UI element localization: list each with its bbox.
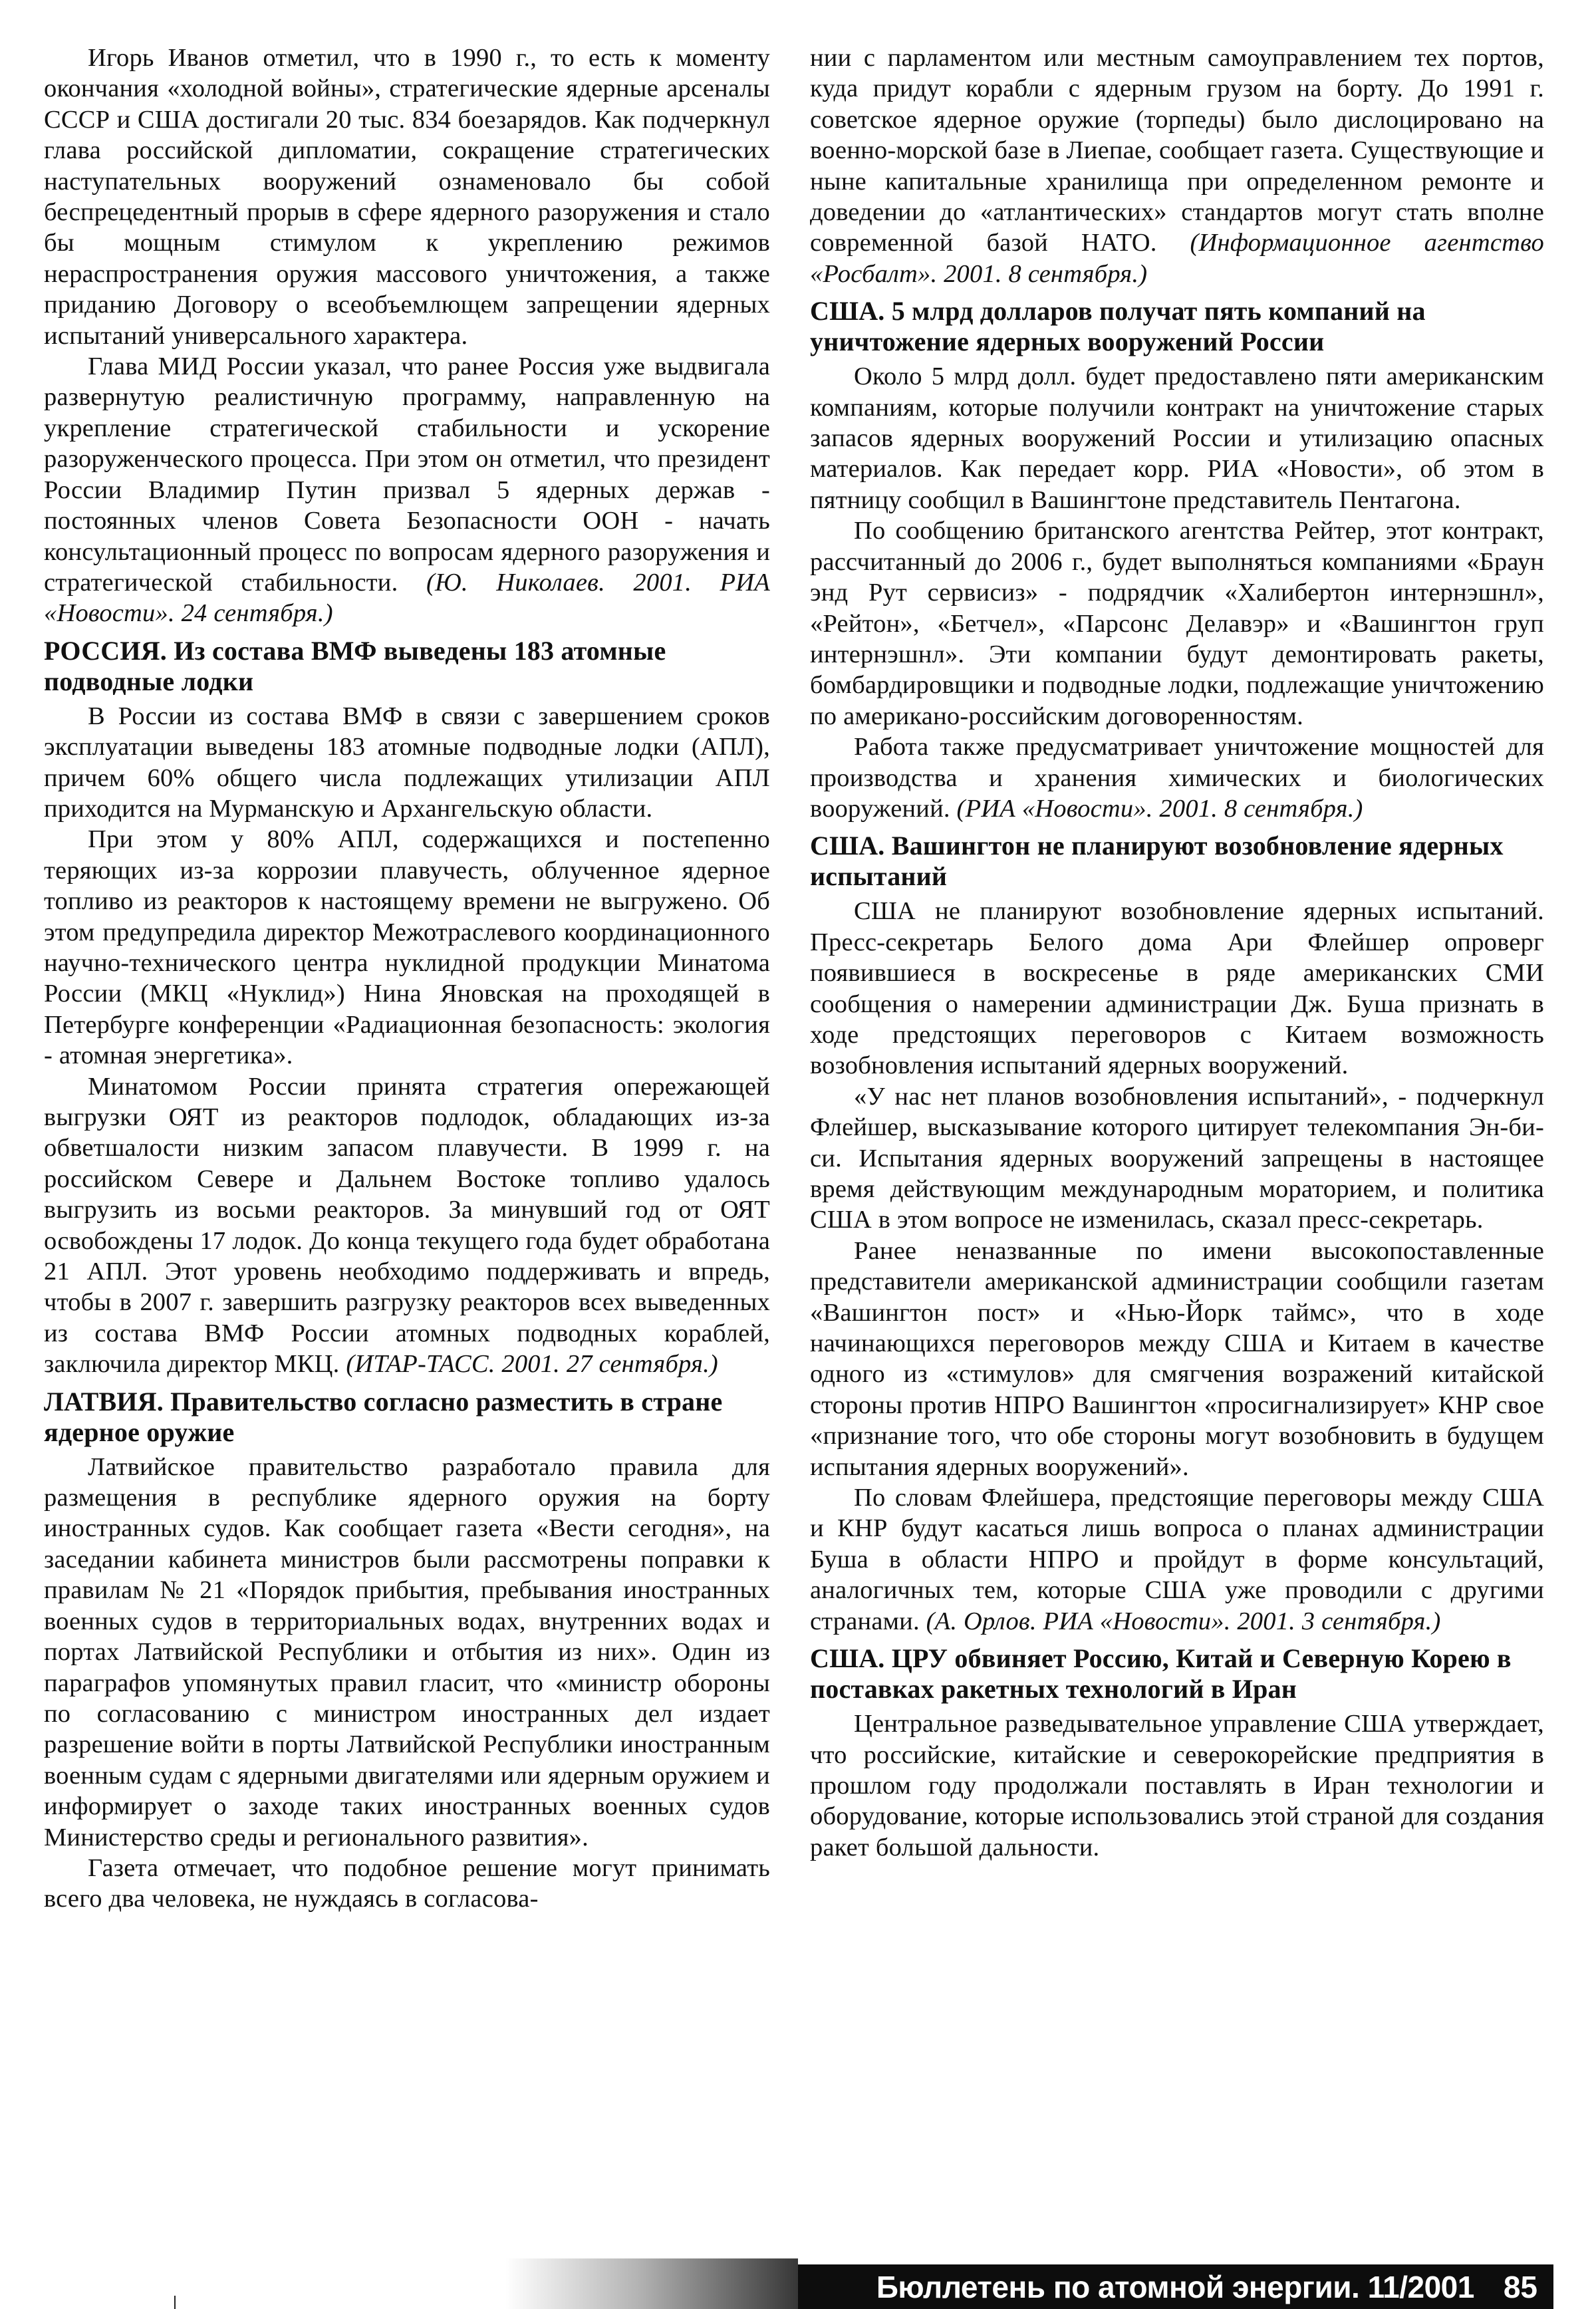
article-headline xyxy=(810,1643,1544,1704)
intro-paragraph xyxy=(44,351,770,629)
article-paragraph: «У нас нет планов возобновления испытаний», - подчеркнул Флейшер, высказывание которого цитирует телекомпания Эн-би-си. Испытания ядерных вооружений запрещены в настоящее время действующим международным мораторием, и политика США в этом вопросе не изменилась, сказал пресс-секретарь. xyxy=(810,1082,1544,1234)
article-paragraph: Центральное разведывательное управление США утверждает, что российские, китайские и северокорейские предприятия в прошлом году продолжали поставлять в Иран технологии и оборудование, которые использовались этой страной для создания ракет большой дальности. xyxy=(810,1710,1544,1861)
source-citation: (ИТАР-ТАСС. 2001. 27 сентября.) xyxy=(346,1350,718,1379)
paragraph-text: Минатомом России принята стратегия опережающей выгрузки ОЯТ из реакторов подлодок, обладающих из-за обветшалости низким запасом плавучести. В 1999 г. на российском Севере и Дальнем Востоке топливо удалось выгрузить из восьми реакторов. За минувший год от ОЯТ освобождены 17 лодок. До конца текущего года будет обработана 21 АПЛ. Этот уровень необходимо поддерживать и впредь, чтобы в 2007 г. завершить разгрузку реакторов всех выведенных из состава ВМФ России атомных подводных кораблей, заключила директор МКЦ. xyxy=(44,1072,770,1379)
source-citation: (Ю. Николаев. 2001. РИА «Новости». 24 сентября.) xyxy=(44,568,770,628)
margin-tick-mark xyxy=(174,2296,176,2309)
source-citation: (РИА «Новости». 2001. 8 сентября.) xyxy=(956,794,1363,823)
continued-paragraph xyxy=(810,43,1544,289)
headline-country: США. xyxy=(810,831,885,861)
article-paragraph xyxy=(810,732,1544,824)
article-paragraph: США не планируют возобновление ядерных испытаний. Пресс-секретарь Белого дома Ари Флейшер опроверг появившиеся в воскресенье в ряде американских СМИ сообщения о намерении администрации Дж. Буша признать в ходе предстоящих переговоров с Китаем возможность возобновления испытаний ядерных вооружений. xyxy=(810,897,1544,1080)
article xyxy=(810,831,1544,1637)
article-paragraph: Латвийское правительство разработало правила для размещения в республике ядерного оружия на борту иностранных судов. Как сообщает газета «Вести сегодня», на заседании кабинета министров были рассмотрены поправки к правилам № 21 «Порядок прибытия, пребывания иностранных военных судов в территориальных водах, внутренних водах и портах Латвийской Республики и отбытия из них». Один из параграфов упомянутых правил гласит, что «министр обороны по согласованию с министром иностранных дел издает разрешение войти в порты Латвийской Республики иностранным военным судам с ядерными двигателями или ядерным оружием и информирует о заходе таких иностранных военных судов Министерство среды и регионального развития». xyxy=(44,1452,770,1851)
headline-text: Вашингтон не планируют возобновление ядерных испытаний xyxy=(810,831,1504,892)
right-column xyxy=(810,43,1544,1863)
article-paragraph: Около 5 млрд долл. будет предоставлено пяти американским компаниям, которые получили контракт на уничтожение старых запасов ядерных вооружений России и утилизацию опасных материалов. Как передает корр. РИА «Новости», об этом в пятницу сообщил в Вашингтоне представитель Пентагона. xyxy=(810,362,1544,514)
paragraph-text: Глава МИД России указал, что ранее Россия уже выдвигала развернутую реалистичную программу, направленную на укрепление стратегической стабильности и ускорение разоруженческого процесса. При этом он отметил, что президент России Владимир Путин призвал 5 ядерных держав - постоянных членов Совета Безопасности ООН - начать консультационный процесс по вопросам ядерного разоружения и стратегической стабильности. xyxy=(44,352,770,597)
article-paragraph xyxy=(44,1071,770,1380)
article xyxy=(810,1643,1544,1863)
headline-text: Правительство согласно разместить в стране ядерное оружие xyxy=(44,1386,723,1447)
footer-halftone-fade xyxy=(505,2258,798,2309)
article-headline xyxy=(810,831,1544,892)
paragraph-text: Работа также предусматривает уничтожение мощностей для производства и хранения химических и биологических вооружений. xyxy=(810,733,1544,823)
article-headline xyxy=(44,1387,770,1448)
article-headline xyxy=(810,296,1544,357)
source-citation: (А. Орлов. РИА «Новости». 2001. 3 сентября.) xyxy=(926,1607,1441,1635)
article-paragraph xyxy=(810,1482,1544,1637)
article xyxy=(44,636,770,1380)
article-paragraph: В России из состава ВМФ в связи с завершением сроков эксплуатации выведены 183 атомные подводные лодки (АПЛ), причем 60% общего числа подлежащих утилизации АПЛ приходится на Мурманскую и Архангельскую области. xyxy=(44,702,770,823)
headline-country: США. xyxy=(810,1643,885,1674)
article-paragraph: Газета отмечает, что подобное решение могут принимать всего два человека, не нуждаясь в согласова- xyxy=(44,1853,770,1913)
article xyxy=(44,1387,770,1915)
article-paragraph: Ранее неназванные по имени высокопоставленные представители американской администрации сообщили газетам «Вашингтон пост» и «Нью-Йорк таймс», что в ходе начинающихся переговоров между США и Китаем в качестве одного из «стимулов» для смягчения возражений китайской стороны против НПРО Вашингтон «просигнализирует» КНР свое «признание того, что обе стороны могут возобновить в будущем испытания ядерных вооружений». xyxy=(810,1236,1544,1481)
article-paragraph: По сообщению британского агентства Рейтер, этот контракт, рассчитанный до 2006 г., будет выполняться компаниями «Браун энд Рут сервисиз» - подрядчик «Халибертон интернэшнл», «Рейтон», «Бетчел», «Парсонс Делавэр» и «Вашингтон груп интернэшнл». Эти компании будут демонтировать ракеты, бомбардировщики и подводные лодки, подлежащие уничтожению по американо-российским договоренностям. xyxy=(810,517,1544,730)
source-citation: (Информационное агентство «Росбалт». 2001. 8 сентября.) xyxy=(810,229,1544,288)
headline-text: Из состава ВМФ выведены 183 атомные подводные лодки xyxy=(44,635,666,696)
headline-country: РОССИЯ. xyxy=(44,635,167,666)
paragraph-text: По словам Флейшера, предстоящие переговоры между США и КНР будут касаться лишь вопроса о планах администрации Буша в области НПРО и пройдут в форме консультаций, аналогичных тем, которые США уже проводили с другими странами. xyxy=(810,1484,1544,1635)
article xyxy=(810,296,1544,824)
headline-country: ЛАТВИЯ. xyxy=(44,1386,164,1417)
article-headline xyxy=(44,636,770,697)
headline-text: ЦРУ обвиняет Россию, Китай и Северную Корею в поставках ракетных технологий в Иран xyxy=(810,1643,1512,1704)
headline-country: США. xyxy=(810,296,885,327)
journal-title: Бюллетень по атомной энергии. 11/2001 xyxy=(876,2269,1474,2304)
paragraph-text: нии с парламентом или местным самоуправлением тех портов, куда придут корабли с ядерным грузом на борту. До 1991 г. советское ядерное оружие (торпеды) было дислоцировано на военно-морской базе в Лиепае, сообщает газета. Существующие и ныне капитальные хранилища при определенном ремонте и доведении до «атлантических» стандартов могут стать вполне современной базой НАТО. xyxy=(810,44,1544,257)
intro-paragraph: Игорь Иванов отметил, что в 1990 г., то есть к моменту окончания «холодной войны», стратегические ядерные арсеналы СССР и США достигали 20 тыс. 834 боезарядов. Как подчеркнул глава российской дипломатии, сокращение стратегических наступательных вооружений ознаменовало бы собой беспрецедентный прорыв в сфере ядерного разоружения и стало бы мощным стимулом к укреплению режимов нераспространения оружия массового уничтожения, а также приданию Договору о всеобъемлющем запрещении ядерных испытаний универсального характера. xyxy=(44,44,770,350)
headline-text: 5 млрд долларов получат пять компаний на уничтожение ядерных вооружений России xyxy=(810,296,1426,357)
article-paragraph: При этом у 80% АПЛ, содержащихся и постепенно теряющих из-за коррозии плавучесть, облученное ядерное топливо из реакторов к настоящему времени не выгружено. Об этом предупредила директор Межотраслевого координационного научно-технического центра нуклидной продукции Минатома России (МКЦ «Нуклид») Нина Яновская на проходящей в Петербурге конференции «Радиационная безопасность: экология - атомная энергетика». xyxy=(44,825,770,1070)
left-column xyxy=(44,43,770,1915)
footer-bar xyxy=(798,2264,1553,2309)
page-number: 85 xyxy=(1503,2269,1537,2304)
